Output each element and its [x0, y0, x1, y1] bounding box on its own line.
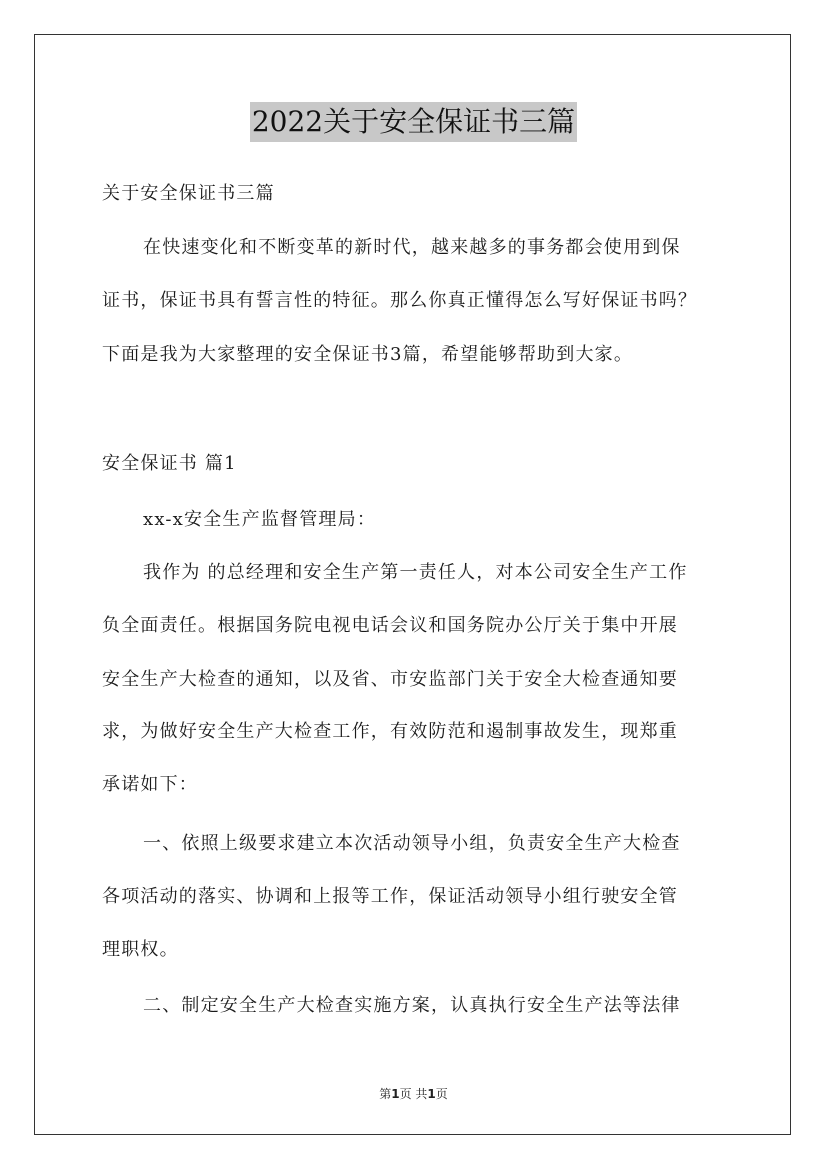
paragraph-line: 下面是我为大家整理的安全保证书3篇，希望能够帮助到大家。: [102, 344, 634, 365]
footer-total-pages: 1: [427, 1087, 436, 1101]
document-subtitle: 关于安全保证书三篇: [102, 183, 275, 204]
title-container: [0, 102, 827, 142]
footer-prefix: 第: [379, 1087, 392, 1101]
paragraph-line: 各项活动的落实、协调和上报等工作，保证活动领导小组行驶安全管: [102, 886, 678, 907]
paragraph-line: 承诺如下：: [102, 774, 198, 795]
page-footer: [0, 1085, 827, 1102]
paragraph-line: 一、依照上级要求建立本次活动领导小组，负责安全生产大检查: [143, 833, 681, 854]
paragraph-line: 安全保证书 篇1: [102, 453, 237, 474]
document-title: 2022关于安全保证书三篇: [250, 102, 577, 142]
paragraph-line: 二、制定安全生产大检查实施方案，认真执行安全生产法等法律: [143, 995, 681, 1016]
paragraph-line: 在快速变化和不断变革的新时代，越来越多的事务都会使用到保: [143, 237, 681, 258]
paragraph-line: 负全面责任。根据国务院电视电话会议和国务院办公厅关于集中开展: [102, 615, 678, 636]
footer-mid: 页 共: [399, 1087, 428, 1101]
paragraph-line: 安全生产大检查的通知，以及省、市安监部门关于安全大检查通知要: [102, 669, 678, 690]
paragraph-line: 理职权。: [102, 939, 179, 960]
footer-page-number: 1: [391, 1087, 400, 1101]
paragraph-line: 我作为 的总经理和安全生产第一责任人，对本公司安全生产工作: [143, 562, 688, 583]
paragraph-line: xx-x安全生产监督管理局：: [143, 509, 377, 530]
paragraph-line: 证书，保证书具有誓言性的特征。那么你真正懂得怎么写好保证书吗？: [102, 290, 698, 311]
footer-suffix: 页: [435, 1087, 448, 1101]
paragraph-line: 求，为做好安全生产大检查工作，有效防范和遏制事故发生，现郑重: [102, 721, 678, 742]
